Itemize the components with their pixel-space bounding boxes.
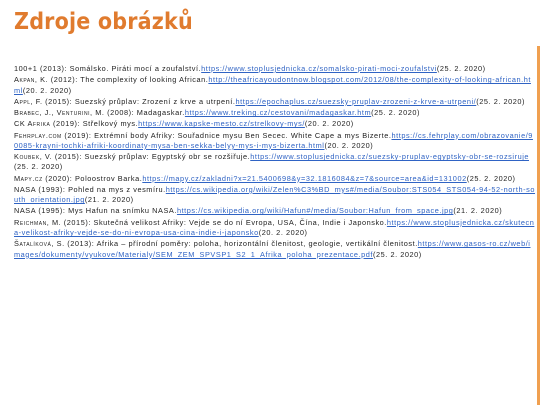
ref-link[interactable]: https://www.kapske-mesto.cz/strelkovy-mys/ [138, 119, 305, 129]
ref-text: S. (2013): Afrika – přírodní poměry: poloha, horizontální členitost, geologie, vertikální členitost. [54, 239, 418, 249]
reference-item [14, 108, 536, 118]
ref-author: Koubek, [14, 152, 43, 162]
reference-item [14, 152, 536, 173]
ref-text: 100+1 (2013): Somálsko. Piráti mocí a zoufalství. [14, 64, 202, 73]
ref-date: (20. 2. 2020) [258, 228, 308, 238]
ref-link[interactable]: https://mapy.cz/zakladni?x=21.5400698&y=32.1816084&z=7&source=area&id=131002 [142, 173, 467, 183]
ref-link[interactable]: http://theafricayoudontnow.blogspot.com/2012/08/the-complexity-of-looking-african.html [14, 75, 531, 95]
reference-item [14, 64, 536, 74]
ref-date: (25. 2. 2020) [14, 162, 63, 172]
ref-date: (21. 2. 2020) [453, 206, 503, 216]
ref-link[interactable]: https://www.gasos-ro.cz/web/images/dokumenty/vyukove/Materialy/SEM_ZEM_SPVSP1_S2_1_Afrika_poloha_prezentace.pdf [14, 239, 531, 259]
ref-text: K. (2012): The complexity of looking African. [37, 75, 209, 85]
ref-author: Akpan, [14, 75, 38, 85]
ref-date: (20. 2. 2020) [304, 119, 354, 129]
reference-item [14, 206, 536, 216]
reference-item [14, 97, 536, 107]
ref-date: (20. 2. 2020) [22, 85, 72, 95]
ref-text: M. (2008): Madagaskar. [92, 108, 185, 118]
ref-text: M. (2015): Skutečná velikost Afriky: Vejde se do ní Evropa, USA, Čína, Indie i Japonsko. [49, 217, 387, 227]
ref-link[interactable]: https://www.stoplusjednicka.cz/skutecna-velikost-afriky-vejde-se-do-ni-evropa-usa-cina-indie-i-japonsko [14, 217, 535, 238]
ref-link[interactable]: https://cs.wikipedia.org/wiki/Hafun#/media/Soubor:Hafun_from_space.jpg [176, 206, 454, 216]
ref-text: (2019): Extrémní body Afriky: Souřadnice mysu Ben Secec. White Cape a mys Bizerte. [61, 130, 392, 140]
ref-link[interactable]: https://epochaplus.cz/suezsky-pruplav-zrozeni-z-krve-a-utrpeni/ [235, 96, 477, 106]
reference-item [14, 75, 536, 96]
reference-item [14, 239, 536, 260]
reference-item [14, 131, 536, 152]
ref-link[interactable]: https://cs.fehrplay.com/obrazovanie/90085-krayni-tochki-afriki-koordinaty-mysa-ben-sekka-belyy-mys-i-mys-bizerta.html [14, 130, 533, 150]
ref-date: (25. 2. 2020) [371, 108, 420, 118]
ref-text: NASA (1995): Mys Hafun na snímku NASA. [14, 206, 177, 216]
reference-item [14, 185, 536, 206]
ref-date: (25. 2. 2020) [476, 96, 526, 106]
ref-date: (25. 2. 2020) [466, 173, 516, 183]
ref-link[interactable]: https://www.treking.cz/cestovani/madagaskar.htm [184, 108, 372, 118]
ref-author: Brabec, J., Venturini, [14, 108, 93, 118]
ref-date: (25. 2. 2020) [373, 249, 422, 259]
ref-text: (2019): Střelkový mys. [50, 119, 139, 129]
page-title: Zdroje obrázků [14, 9, 193, 35]
ref-link[interactable]: https://cs.wikipedia.org/wiki/Zelen%C3%BD_mys#/media/Soubor:STS054_STS054-94-52-north-south_orientation.jpg [14, 184, 536, 205]
ref-date: (20. 2. 2020) [324, 140, 374, 150]
ref-date: (21. 2. 2020) [84, 195, 134, 205]
ref-author: Fehrplay.com [14, 130, 62, 140]
ref-link[interactable]: https://www.stoplusjednicka.cz/suezsky-pruplav-egyptsky-obr-se-rozsiruje [250, 152, 530, 162]
ref-author: Mapy.cz [14, 173, 43, 183]
ref-author: CK Afrika [14, 119, 51, 129]
ref-author: Šatalíková, [14, 239, 55, 249]
reference-item [14, 174, 536, 184]
ref-author: Reichman, [14, 217, 50, 227]
ref-link[interactable]: https://www.stoplusjednicka.cz/somalsko-pirati-moci-zoufalstvi [201, 64, 437, 73]
ref-author: Appl, [14, 96, 34, 106]
ref-date: (25. 2. 2020) [436, 64, 486, 73]
ref-text: V. (2015): Suezský průplav: Egyptský obr se rozšiřuje. [42, 152, 251, 162]
reference-item [14, 119, 536, 129]
reference-list [14, 64, 536, 261]
ref-text: (2020): Poloostrov Barka. [42, 173, 143, 183]
ref-text: NASA (1993): Pohled na mys z vesmíru. [14, 184, 166, 194]
ref-text: F. (2015): Suezský průplav: Zrození z krve a utrpení. [33, 96, 236, 106]
reference-item [14, 218, 536, 239]
